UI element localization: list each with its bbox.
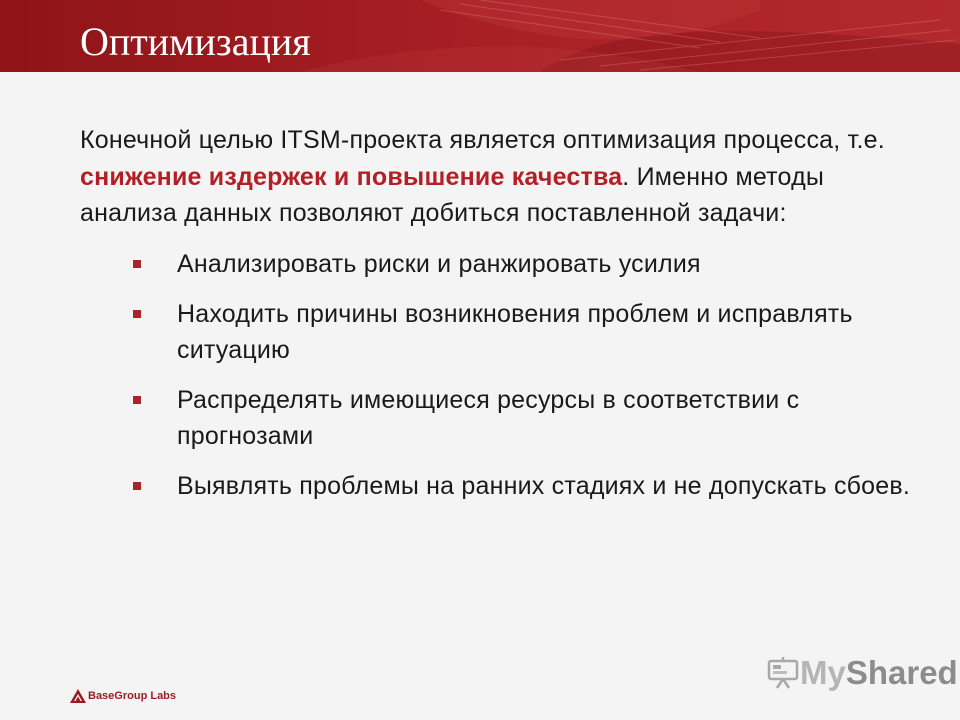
square-bullet-icon	[133, 260, 141, 268]
square-bullet-icon	[133, 482, 141, 490]
watermark-shared: Shared	[845, 654, 958, 691]
bullet-text: Распределять имеющиеся ресурсы в соответствии с прогнозами	[177, 385, 800, 450]
footer-brand	[70, 686, 176, 706]
bullet-text: Выявлять проблемы на ранних стадиях и не допускать сбоев.	[177, 471, 910, 500]
square-bullet-icon	[133, 310, 141, 318]
slide-content	[80, 122, 910, 518]
presentation-board-icon	[766, 656, 800, 690]
bullet-text: Анализировать риски и ранжировать усилия	[177, 249, 701, 278]
watermark	[766, 650, 958, 696]
bullet-list	[80, 246, 910, 504]
bullet-item	[80, 296, 910, 368]
intro-text-start: Конечной целью ITSM-проекта является оптимизация процесса, т.е.	[80, 126, 885, 154]
intro-highlight: снижение издержек и повышение качества	[80, 162, 623, 191]
slide-title: Оптимизация	[80, 19, 311, 64]
intro-paragraph	[80, 122, 910, 232]
bullet-item	[80, 382, 910, 454]
square-bullet-icon	[133, 396, 141, 404]
basegroup-logo-icon	[70, 689, 86, 703]
title-bar	[0, 0, 960, 72]
intro-text-end: . Именно методы анализа данных позволяют добиться поставленной задачи:	[80, 162, 825, 227]
bullet-text: Находить причины возникновения проблем и исправлять ситуацию	[177, 299, 853, 364]
bullet-item	[80, 468, 910, 504]
brand-label: BaseGroup Labs	[88, 690, 177, 702]
bullet-item	[80, 246, 910, 282]
watermark-my: My	[800, 654, 846, 691]
